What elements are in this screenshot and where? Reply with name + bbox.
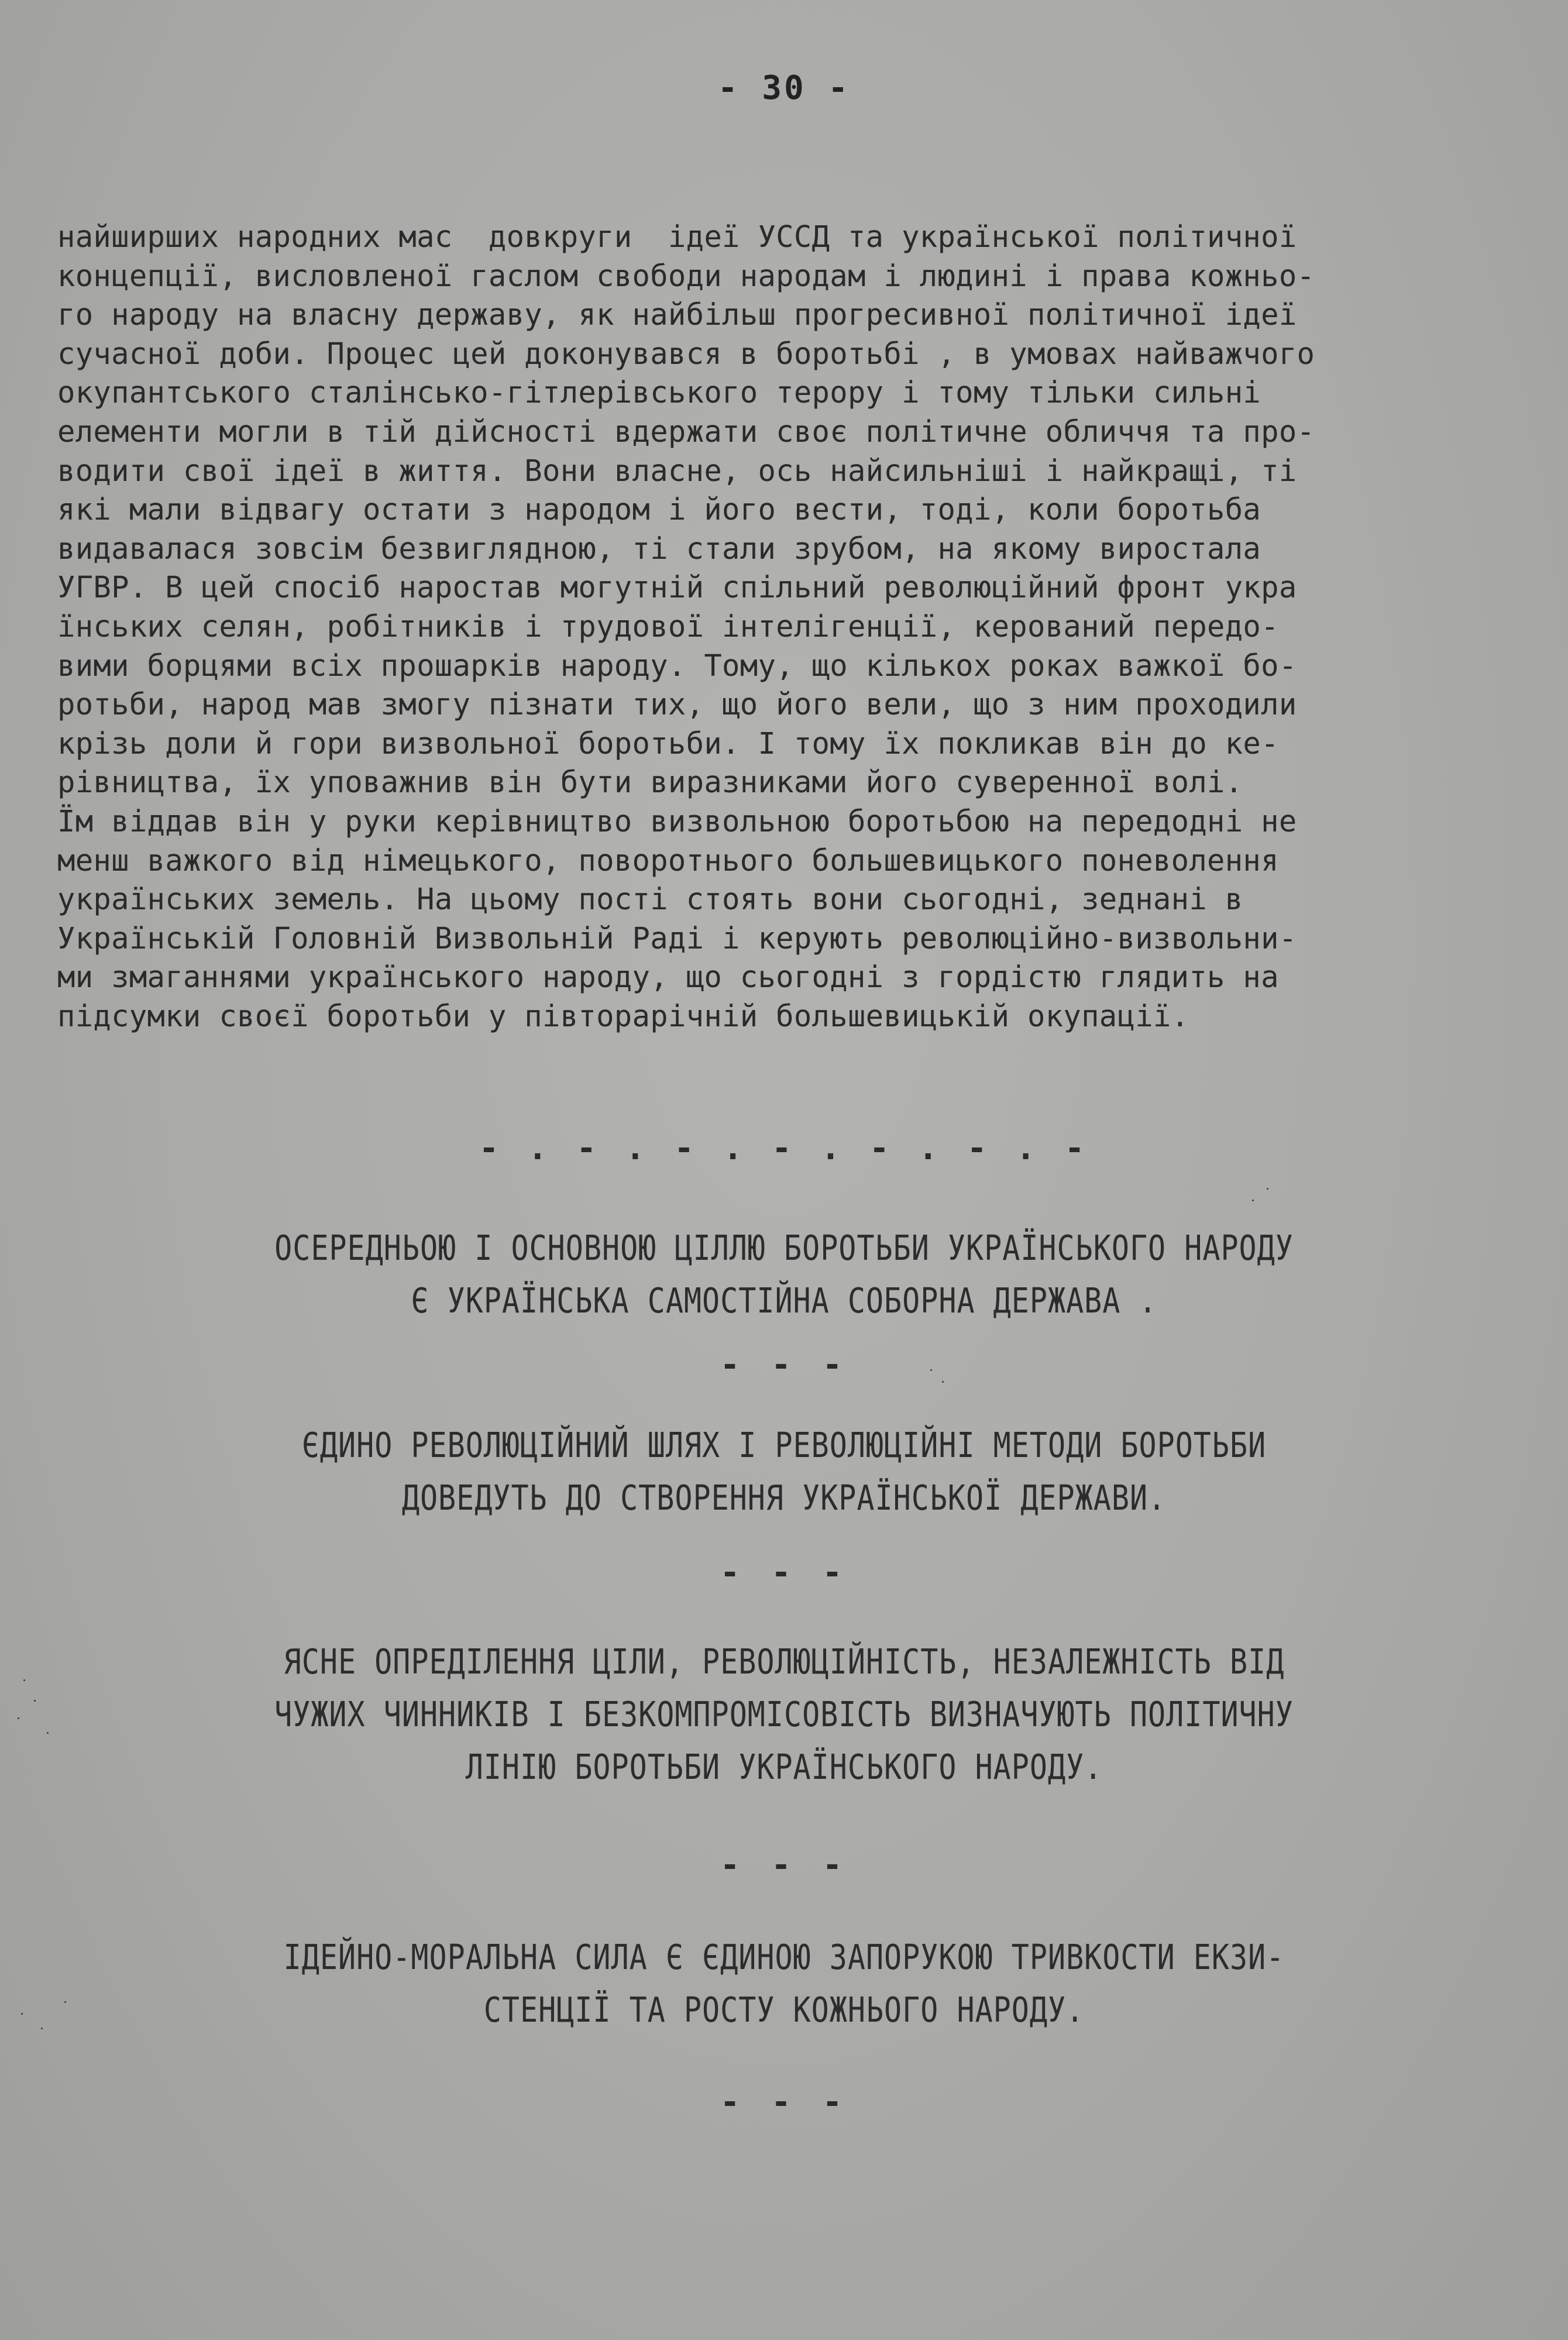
slogan [0,1419,1568,1524]
slogan-line: ІДЕЙНО-МОРАЛЬНА СИЛА Є ЄДИНОЮ ЗАПОРУКОЮ ТРИВКОСТИ ЕКЗИ- [283,1937,1285,1978]
ink-speck [64,2001,66,2003]
body-line: українських земель. На цьому пості стоять вони сьогодні, зеднані в [57,882,1243,917]
body-line: крізь доли й гори визвольної боротьби. І тому їх покликав він до ке- [57,726,1279,761]
slogan-separator: - - - [720,1554,848,1592]
body-line: вими борцями всіх прошарків народу. Тому, що кількох роках важкої бо- [57,648,1297,683]
body-line: Їм віддав він у руки керівництво визвольною боротьбою на передодні не [57,803,1297,839]
body-line: го народу на власну державу, як найбільш прогресивної політичної ідеї [57,297,1297,332]
ink-speck [21,2013,23,2015]
ink-speck [18,1717,19,1719]
ink-speck [41,2028,43,2029]
ink-speck [34,1700,36,1702]
slogan-line: Є УКРАЇНСЬКА САМОСТІЙНА СОБОРНА ДЕРЖАВА . [411,1280,1157,1321]
slogan [0,1931,1568,2036]
body-line: рівництва, їх уповажнив він бути виразниками його суверенної волі. [57,765,1243,800]
body-line: які мали відвагу остати з народом і його вести, тоді, коли боротьба [57,492,1261,527]
page-number: - 30 - [717,69,851,107]
body-line: водити свої ідеї в життя. Вони власне, ось найсильніші і найкращі, ті [57,453,1297,488]
ink-speck [942,1381,944,1383]
ink-speck [23,1679,25,1681]
slogan-line: ЧУЖИХ ЧИННИКІВ І БЕЗКОМПРОМІСОВІСТЬ ВИЗНАЧУЮТЬ ПОЛІТИЧНУ [274,1694,1294,1735]
slogan-line: ДОВЕДУТЬ ДО СТВОРЕННЯ УКРАЇНСЬКОЇ ДЕРЖАВИ. [401,1477,1167,1518]
body-line: сучасної доби. Процес цей доконувався в боротьбі , в умовах найважчого [57,336,1315,371]
body-line: найширших народних мас довкруги ідеї УССД та української політичної [57,219,1297,254]
slogan [0,1222,1568,1327]
body-line: видавалася зовсім безвиглядною, ті стали зрубом, на якому виростала [57,531,1261,566]
body-line: окупантського сталінсько-гітлерівського терору і тому тільки сильні [57,375,1261,410]
section-separator: - . - . - . - . - . - . - [479,1129,1089,1167]
body-line: УГВР. В цей спосіб наростав могутній спільний революційний фронт укра [57,570,1297,605]
ink-speck [47,1732,49,1734]
body-line: підсумки своєї боротьби у півторарічній большевицькій окупації. [57,998,1189,1033]
body-line: концепції, висловленої гаслом свободи народам і людині і права кожньо- [57,258,1315,293]
slogan-line: ЄДИНО РЕВОЛЮЦІЙНИЙ ШЛЯХ І РЕВОЛЮЦІЙНІ МЕТОДИ БОРОТЬБИ [301,1425,1267,1466]
body-line: менш важкого від німецького, поворотнього большевицького поневолення [57,843,1279,878]
body-line: ротьби, народ мав змогу пізнати тих, що його вели, що з ним проходили [57,687,1297,722]
slogan-line: СТЕНЦІЇ ТА РОСТУ КОЖНЬОГО НАРОДУ. [483,1989,1085,2030]
ink-speck [1267,1188,1268,1190]
slogan-separator: - - - [720,2083,848,2121]
body-line: елементи могли в тій дійсності вдержати своє політичне обличчя та про- [57,414,1315,449]
slogan-line: ЛІНІЮ БОРОТЬБИ УКРАЇНСЬКОГО НАРОДУ. [465,1747,1103,1788]
body-line: їнських селян, робітників і трудової інтелігенції, керований передо- [57,609,1279,644]
body-paragraph [57,218,1520,1036]
slogan [0,1635,1568,1793]
slogan-line: ОСЕРЕДНЬОЮ І ОСНОВНОЮ ЦІЛЛЮ БОРОТЬБИ УКРАЇНСЬКОГО НАРОДУ [274,1228,1294,1269]
slogan-line: ЯСНЕ ОПРЕДІЛЕННЯ ЦІЛИ, РЕВОЛЮЦІЙНІСТЬ, НЕЗАЛЕЖНІСТЬ ВІД [283,1641,1285,1682]
ink-speck [930,1369,932,1371]
slogan-separator: - - - [720,1846,848,1884]
slogan-separator: - - - [720,1346,848,1384]
body-line: Українській Головній Визвольній Раді і керують революційно-визвольни- [57,920,1297,956]
ink-speck [1252,1200,1254,1201]
body-line: ми змаганнями українського народу, що сьогодні з гордістю глядить на [57,960,1279,995]
